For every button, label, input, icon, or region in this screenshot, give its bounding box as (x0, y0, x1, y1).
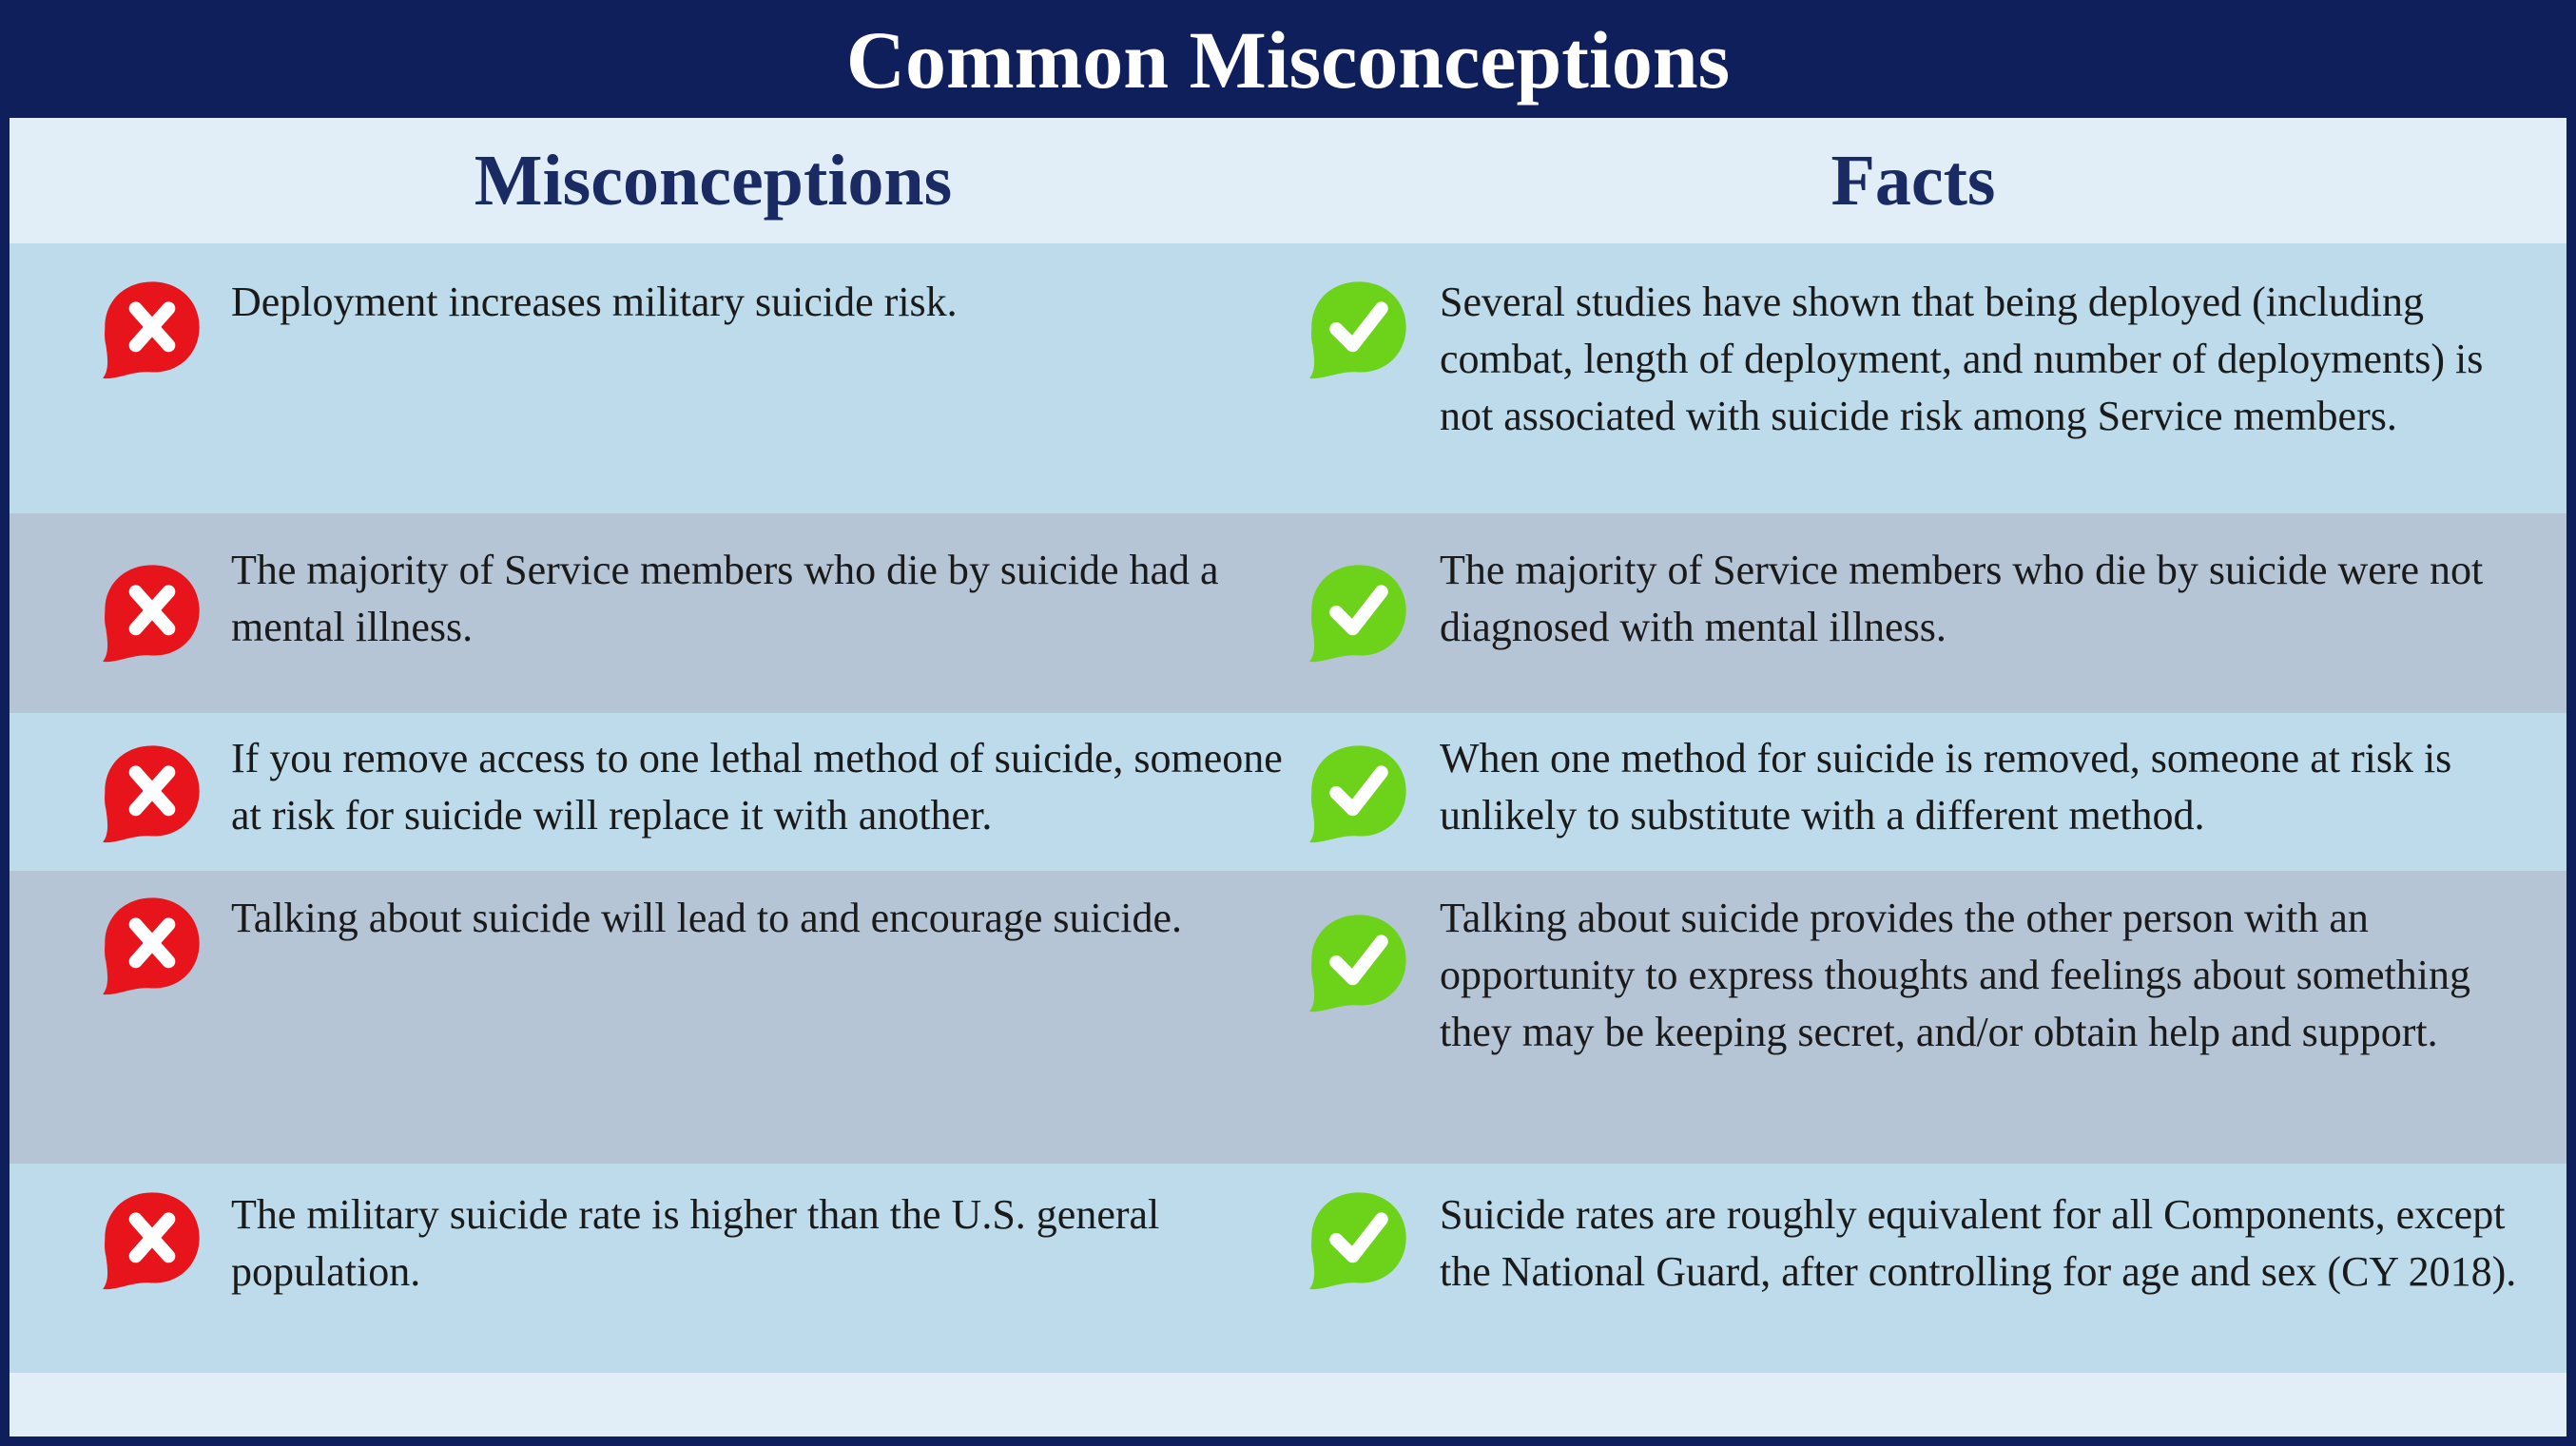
table-row (10, 871, 2566, 1164)
table-row (10, 1164, 2566, 1373)
fact-text: Talking about suicide provides the other person with an opportunity to express thoughts and feelings about something they may be keeping secret, and/or obtain help and support. (1440, 895, 2470, 1055)
check-mark-icon (1307, 911, 1410, 1013)
check-mark-icon (1307, 278, 1410, 380)
table-row (10, 513, 2566, 713)
table-row (10, 713, 2566, 871)
misconception-text: The majority of Service members who die by suicide had a mental illness. (231, 547, 1219, 650)
x-mark-icon (101, 894, 203, 996)
fact-text: When one method for suicide is removed, someone at risk is unlikely to substitute with a different method. (1440, 735, 2452, 839)
x-mark-icon (101, 742, 203, 844)
misconception-text: Deployment increases military suicide risk. (231, 279, 958, 325)
page-title: Common Misconceptions (845, 14, 1731, 106)
x-mark-icon (101, 278, 203, 380)
title-bar (0, 0, 2576, 116)
x-mark-icon (101, 561, 203, 664)
check-mark-icon (1307, 742, 1410, 844)
x-mark-icon (101, 1188, 203, 1291)
misconception-text: Talking about suicide will lead to and encourage suicide. (231, 895, 1183, 941)
facts-header: Facts (1830, 140, 1996, 221)
misconceptions-header: Misconceptions (474, 140, 953, 221)
fact-text: Suicide rates are roughly equivalent for all Components, except the National Guard, after controlling for age and sex (CY 2018). (1440, 1191, 2517, 1295)
check-mark-icon (1307, 1188, 1410, 1291)
table-row (10, 243, 2566, 513)
fact-text: Several studies have shown that being deployed (including combat, length of deployment, and number of deployments) is not associated with suicide risk among Service members. (1440, 279, 2484, 439)
misconception-text: The military suicide rate is higher than the U.S. general population. (231, 1191, 1160, 1295)
misconception-text: If you remove access to one lethal method of suicide, someone at risk for suicide will replace it with another. (231, 735, 1283, 839)
content-panel (10, 118, 2566, 1436)
check-mark-icon (1307, 561, 1410, 664)
fact-text: The majority of Service members who die by suicide were not diagnosed with mental illness. (1440, 547, 2484, 650)
